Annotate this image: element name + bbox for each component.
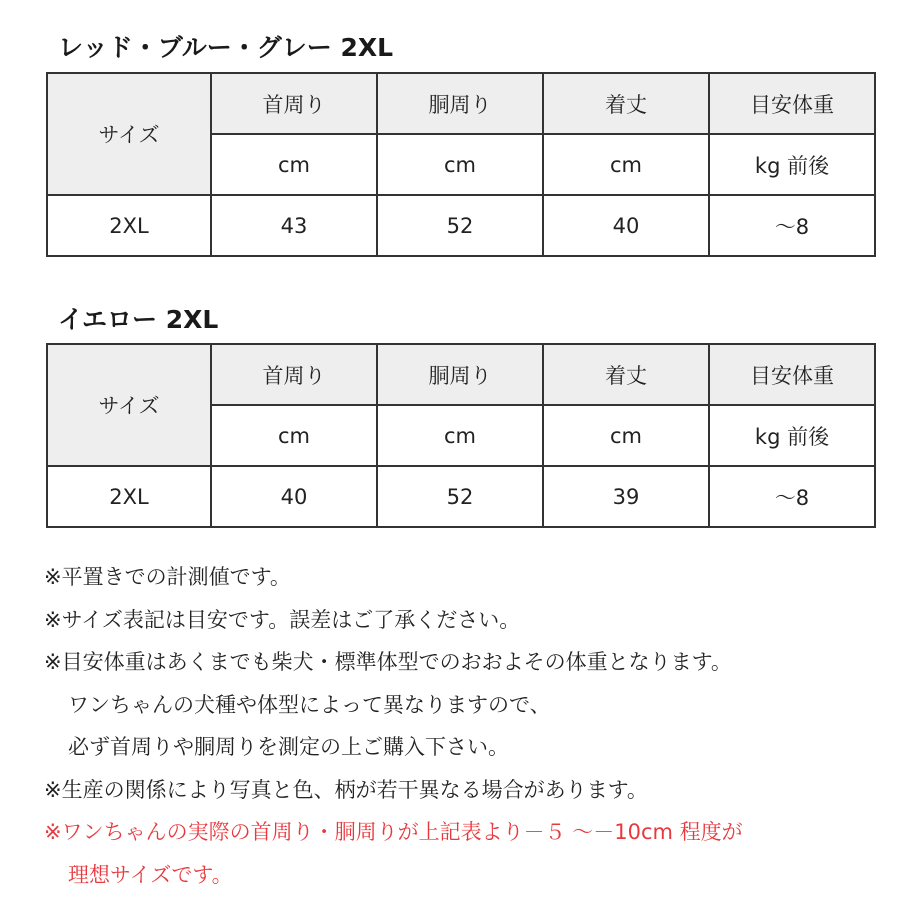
value-length: 39: [543, 466, 709, 527]
note-ideal-size: ※ワンちゃんの実際の首周り・胴周りが上記表より－５ ～－10cm 程度が: [44, 820, 743, 844]
note-production: ※生産の関係により写真と色、柄が若干異なる場合があります。: [44, 777, 648, 802]
value-chest: 52: [377, 195, 543, 256]
note-size-guide: ※サイズ表記は目安です。誤差はご了承ください。: [44, 607, 521, 632]
size-table-2: [46, 343, 876, 528]
note-weight-guide-cont-1: ワンちゃんの犬種や体型によって異なりますので、: [68, 692, 551, 717]
unit-chest: cm: [377, 405, 543, 466]
table-row: [47, 466, 875, 527]
value-neck: 43: [211, 195, 377, 256]
value-chest: 52: [377, 466, 543, 527]
header-row: [47, 344, 875, 405]
header-length: 着丈: [543, 344, 709, 405]
header-weight: 目安体重: [709, 344, 875, 405]
header-neck: 首周り: [211, 344, 377, 405]
unit-weight: kg 前後: [709, 405, 875, 466]
table-row: [47, 195, 875, 256]
unit-length: cm: [543, 405, 709, 466]
section-title-2: イエロー 2XL: [58, 305, 219, 334]
unit-weight: kg 前後: [709, 134, 875, 195]
value-weight: ～8: [709, 466, 875, 527]
row-size: 2XL: [47, 195, 211, 256]
header-weight: 目安体重: [709, 73, 875, 134]
section-title-1: レッド・ブルー・グレー 2XL: [58, 33, 394, 62]
size-table-1: [46, 72, 876, 257]
size-label: サイズ: [47, 73, 211, 195]
row-size: 2XL: [47, 466, 211, 527]
note-ideal-size-cont: 理想サイズです。: [68, 862, 233, 887]
value-weight: ～8: [709, 195, 875, 256]
value-neck: 40: [211, 466, 377, 527]
unit-neck: cm: [211, 134, 377, 195]
header-neck: 首周り: [211, 73, 377, 134]
header-chest: 胴周り: [377, 73, 543, 134]
unit-length: cm: [543, 134, 709, 195]
unit-neck: cm: [211, 405, 377, 466]
size-label: サイズ: [47, 344, 211, 466]
notes: [44, 556, 904, 896]
note-weight-guide-cont-2: 必ず首周りや胴周りを測定の上ご購入下さい。: [68, 735, 509, 759]
unit-chest: cm: [377, 134, 543, 195]
note-weight-guide: ※目安体重はあくまでも柴犬・標準体型でのおおよその体重となります。: [44, 650, 732, 674]
header-row: [47, 73, 875, 134]
header-chest: 胴周り: [377, 344, 543, 405]
header-length: 着丈: [543, 73, 709, 134]
note-flat-measure: ※平置きでの計測値です。: [44, 565, 291, 589]
value-length: 40: [543, 195, 709, 256]
